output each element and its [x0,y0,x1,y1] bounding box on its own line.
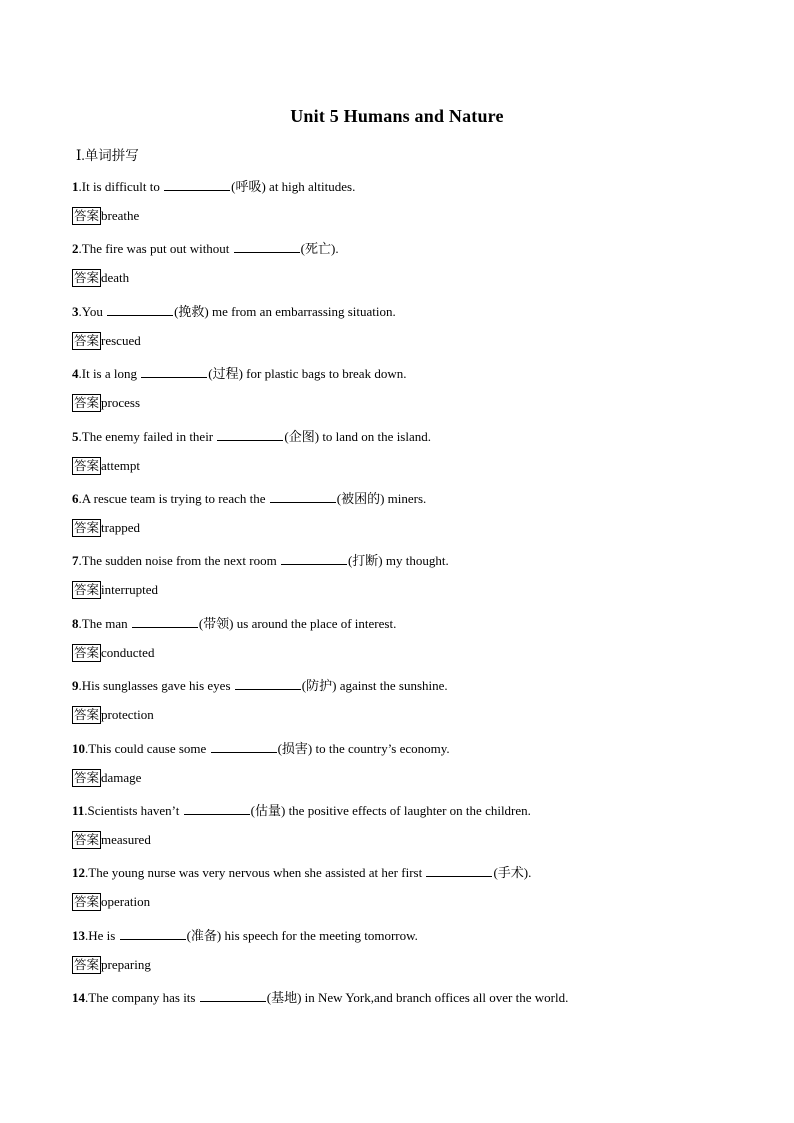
question-text-before: The young nurse was very nervous when she assisted at her first [88,865,426,881]
chinese-hint: (基地) [266,990,302,1006]
answer-blank [164,178,230,191]
chinese-hint: (挽救) [174,303,209,319]
answer-tag: 答案 [74,208,100,223]
chinese-hint: (呼吸) [231,179,266,194]
chinese-hint: (打断) [347,553,383,569]
answer-text: rescued [101,332,141,348]
answer-blank [141,365,207,378]
question-number-dot: . [78,241,82,257]
question-number-dot: . [78,678,82,694]
question-item [72,925,418,944]
question-number: 4 [72,366,79,382]
answer-text: interrupted [101,582,159,598]
question-text-before: A rescue team is trying to reach the [81,491,269,506]
question-number-dot: . [78,615,82,631]
answer-line [72,332,141,350]
answer-tag: 答案 [74,457,100,473]
answer-tag: 答案 [74,707,100,723]
answer-tag: 答案 [74,582,100,598]
question-number-dot: . [85,927,89,943]
question-text-after: his speech for the meeting tomorrow. [221,927,418,943]
answer-blank [270,490,336,503]
question-text-before: The fire was put out without [81,241,233,257]
answer-text: operation [101,894,151,910]
answer-text: breathe [101,208,140,223]
answer-line [72,457,140,475]
question-text-before: The sudden noise from the next room [81,553,280,569]
answer-text: death [101,270,130,286]
question-number: 3 [72,303,79,319]
question-text-after: against the sunshine. [336,678,448,694]
answer-blank [234,240,300,253]
question-text-after: me from an embarrassing situation. [208,303,396,319]
question-number-dot: . [85,740,89,756]
answer-line [72,581,158,599]
answer-tag: 答案 [74,332,100,348]
question-text-after: miners. [384,491,427,506]
answer-line [72,956,151,974]
question-number: 1 [72,179,79,194]
chinese-hint: (企图) [284,428,320,444]
answer-line [72,519,140,537]
question-text-after: for plastic bags to break down. [242,366,407,382]
question-text-before: This could cause some [88,740,210,756]
question-text-before: You [81,303,107,319]
question-text-before: He is [88,927,119,943]
chinese-hint: (准备) [186,927,222,943]
answer-line [72,644,154,662]
question-item [72,488,426,507]
answer-line [72,207,139,225]
answer-text: damage [101,769,142,785]
question-text-before: The enemy failed in their [81,428,217,444]
question-number-dot: . [78,179,82,194]
answer-tag: 答案 [74,769,100,785]
question-item [72,176,355,195]
question-number: 13 [72,927,85,943]
question-item [72,987,568,1006]
answer-line [72,769,141,787]
answer-line [72,893,150,911]
question-text-after: in New York,and branch offices all over the world. [301,990,569,1006]
answer-line [72,831,151,849]
answer-text: preparing [101,956,151,972]
question-number-dot: . [78,428,82,444]
question-text-before: It is a long [81,366,141,382]
question-number: 5 [72,428,79,444]
question-item [72,426,431,445]
question-number: 10 [72,740,85,756]
chinese-hint: (防护) [301,678,337,694]
answer-text: attempt [101,457,141,473]
answer-blank [120,927,186,940]
question-item [72,363,406,382]
question-text-after: us around the place of interest. [233,615,397,631]
question-text-after: . [528,865,532,881]
chinese-hint: (估量) [250,803,286,818]
question-text-after: to land on the island. [319,428,431,444]
section-heading: Ⅰ.单词拼写 [76,148,139,163]
question-number: 14 [72,990,85,1006]
answer-tag: 答案 [74,644,100,660]
question-number: 7 [72,553,79,569]
question-number: 2 [72,241,79,257]
question-text-before: The man [81,615,131,631]
answer-line [72,269,129,287]
question-text-before: It is difficult to [81,179,164,194]
answer-text: conducted [101,644,155,660]
answer-tag: 答案 [74,832,100,847]
answer-blank [107,303,173,316]
question-text-after: at high altitudes. [265,179,356,194]
question-item [72,238,339,257]
question-number-dot: . [84,803,88,818]
page-title: Unit 5 Humans and Nature [290,106,504,126]
question-number-dot: . [78,303,82,319]
question-item [72,550,449,569]
answer-tag: 答案 [74,956,100,972]
answer-blank [132,615,198,628]
chinese-hint: (损害) [277,740,313,756]
question-item [72,862,531,881]
answer-line [72,706,154,724]
chinese-hint: (带领) [198,615,234,631]
answer-blank [217,428,283,441]
answer-tag: 答案 [74,520,100,535]
question-text-before: The company has its [88,990,199,1006]
answer-text: process [101,395,141,411]
question-number-dot: . [85,990,89,1006]
chinese-hint: (手术) [493,865,529,881]
answer-blank [235,677,301,690]
answer-text: protection [101,707,154,723]
chinese-hint: (被困的) [336,491,385,506]
answer-tag: 答案 [74,395,100,411]
question-text-before: His sunglasses gave his eyes [81,678,234,694]
answer-text: trapped [101,520,140,535]
question-number-dot: . [78,366,82,382]
answer-text: measured [101,832,151,847]
question-item [72,301,396,320]
question-number: 6 [72,491,79,506]
question-item [72,738,450,757]
answer-line [72,394,140,412]
question-text-after: to the country’s economy. [312,740,450,756]
question-text-after: . [335,241,339,257]
answer-tag: 答案 [74,270,100,286]
question-item [72,613,396,632]
answer-tag: 答案 [74,894,100,910]
question-item [72,800,531,819]
question-text-after: my thought. [382,553,449,569]
question-item [72,675,448,694]
chinese-hint: (死亡) [300,241,336,257]
answer-blank [281,552,347,565]
question-number: 8 [72,615,79,631]
question-text-before: Scientists haven’t [87,803,183,818]
answer-blank [200,989,266,1002]
question-number: 11 [72,803,85,818]
question-number-dot: . [78,553,82,569]
question-text-after: the positive effects of laughter on the children. [285,803,531,818]
question-number-dot: . [85,865,89,881]
answer-blank [184,802,250,815]
answer-blank [426,864,492,877]
question-number: 12 [72,865,85,881]
chinese-hint: (过程) [208,366,243,382]
answer-blank [211,740,277,753]
question-number: 9 [72,678,79,694]
question-number-dot: . [78,491,82,506]
